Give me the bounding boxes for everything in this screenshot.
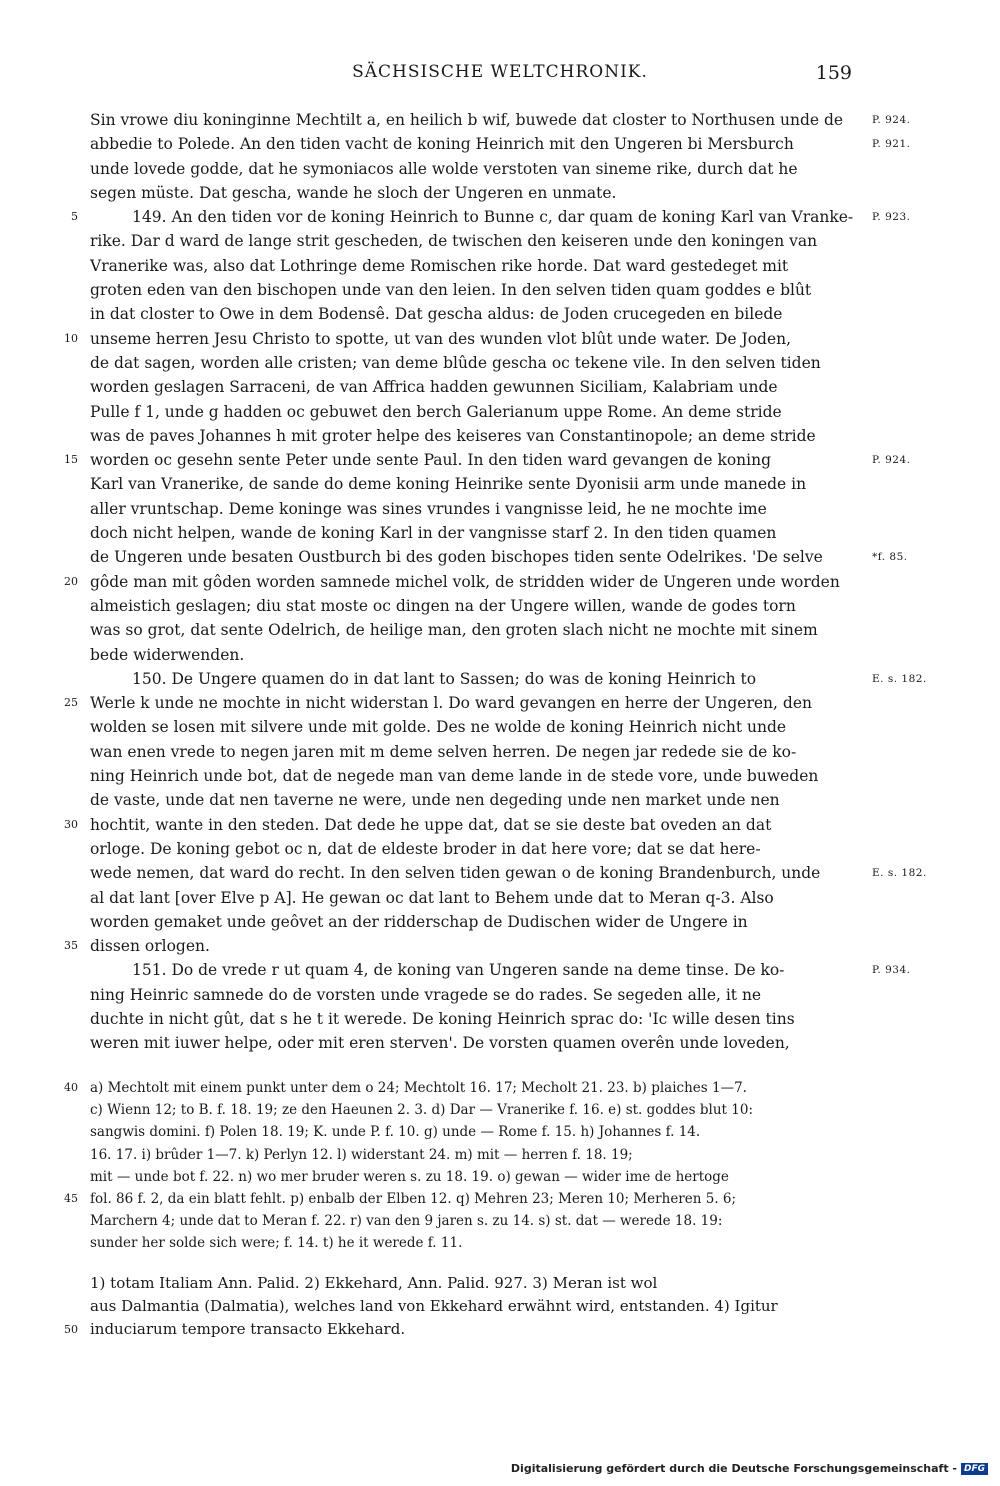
line-text: 149. An den tiden vor de koning Heinrich to Bunne c, dar quam de koning Karl van Vranke- [132,208,854,227]
line-text: duchte in nicht gût, dat s he t it werede. De koning Heinrich sprac do: 'Ic wille desen tins [90,1009,795,1028]
running-title: SÄCHSISCHE WELTCHRONIK. [352,62,648,82]
line-text: Karl van Vranerike, de sande do deme koning Heinrike sente Dyonisii arm unde manede in [90,475,807,494]
text-line [90,958,911,982]
text-line [90,740,860,764]
line-text: unseme herren Jesu Christo to spotte, ut van des wunden vlot blût unde water. De Joden, [90,329,792,348]
line-text: Marchern 4; unde dat to Meran f. 22. r) van den 9 jaren s. zu 14. s) st. dat — werede 18. 19: [90,1213,723,1230]
text-line [64,327,860,351]
line-text: groten eden van den bischopen unde van den leien. In den selven tiden quam goddes e blût [90,281,812,300]
line-text: hochtit, wante in den steden. Dat dede he uppe dat, dat se sie deste bat oveden an dat [90,815,772,834]
main-text [64,108,927,1056]
line-text: was de paves Johannes h mit groter helpe des keiseres van Constantinopole; an deme stride [90,426,816,445]
line-number: 10 [64,331,78,345]
line-text: Werle k unde ne mochte in nicht widerstan l. Do ward gevangen en herre der Ungeren, den [90,694,812,713]
text-line [90,108,911,132]
text-line [64,813,860,837]
text-line [90,400,860,424]
line-text: worden gemaket unde geôvet an der ridderschap de Dudischen wider de Ungere in [90,912,748,931]
line-text: a) Mechtolt mit einem punkt unter dem o 24; Mechtolt 16. 17; Mecholt 21. 23. b) plaiches 1—7. [90,1080,747,1096]
text-line [64,934,860,958]
line-text: in dat closter to Owe in dem Bodensê. Dat gescha aldus: de Joden crucegeden en bilede [90,305,783,324]
text-line [90,715,860,739]
line-number: 20 [64,574,78,588]
line-text: doch nicht helpen, wande de koning Karl in der vangnisse starf 2. In den tiden quamen [90,524,777,543]
line-text: aller vruntschap. Deme koninge was sines vrundes i vangnisse leid, he ne mochte ime [90,499,767,518]
text-line [64,691,860,715]
text-line [90,837,860,861]
text-line [90,1272,860,1295]
margin-reference: E. s. 182. [872,672,927,685]
text-line [90,1144,860,1166]
text-line [64,448,911,472]
line-text: ning Heinrich unde bot, dat de negede man van deme lande in de stede vore, unde buweden [90,767,819,786]
margin-reference: P. 934. [872,964,911,977]
line-text: worden oc gesehn sente Peter unde sente Paul. In den tiden ward gevangen de koning [90,451,772,470]
text-line [90,424,860,448]
line-number: 30 [64,817,78,831]
text-line [64,1188,860,1210]
text-line [90,521,860,545]
text-line [90,618,860,642]
line-text: worden geslagen Sarraceni, de van Affrica hadden gewunnen Siciliam, Kalabriam unde [90,378,778,397]
text-line [90,886,860,910]
line-number: 50 [64,1323,78,1336]
line-text: was so grot, dat sente Odelrich, de heilige man, den groten slach nicht ne mochte mit sinem [90,621,818,640]
line-text: Sin vrowe diu koninginne Mechtilt a, en heilich b wif, buwede dat closter to Northusen unde de [90,111,844,129]
line-text: wede nemen, dat ward do recht. In den selven tiden gewan o de koning Brandenburch, unde [90,864,821,883]
line-text: sangwis domini. f) Polen 18. 19; K. unde P. f. 10. g) unde — Rome f. 15. h) Johannes f. 14. [90,1124,701,1141]
text-line [90,1166,860,1188]
line-text: mit — unde bot f. 22. n) wo mer bruder weren s. zu 18. 19. o) gewan — wider ime de hertoge [90,1168,729,1185]
margin-reference: P. 923. [872,211,911,224]
text-line [90,278,860,302]
line-number: 25 [64,696,78,710]
line-text: fol. 86 f. 2, da ein blatt fehlt. p) enbalb der Elben 12. q) Mehren 23; Meren 10; Merheren 5. 6; [90,1190,737,1207]
text-line [90,1099,860,1121]
line-text: Vranerike was, also dat Lothringe deme Romischen rike horde. Dat ward gestedeget mit [90,256,789,275]
line-text: ning Heinric samnede do de vorsten unde vragede se do rades. Se segeden alle, it ne [90,985,762,1004]
line-text: gôde man mit gôden worden samnede michel volk, de stridden wider de Ungeren unde worden [90,572,840,591]
line-text: c) Wienn 12; to B. f. 18. 19; ze den Haeunen 2. 3. d) Dar — Vranerike f. 16. e) st. goddes blut 10: [90,1102,753,1119]
line-number: 40 [64,1081,78,1094]
text-line [90,910,860,934]
text-line [90,1295,860,1318]
text-line [71,205,911,229]
footnotes [64,1272,860,1341]
text-line [64,570,860,594]
line-text: aus Dalmantia (Dalmatia), welches land von Ekkehard erwähnt wird, entstanden. 4) Igitur [90,1297,778,1315]
line-text: rike. Dar d ward de lange strit gescheden, de twischen den keiseren unde den koningen van [90,232,818,251]
text-line [90,1121,860,1143]
text-line [90,1210,860,1232]
line-text: de vaste, unde dat nen taverne ne were, unde nen degeding unde nen market unde nen [90,791,780,810]
text-line [90,764,860,788]
text-line [90,594,860,618]
text-line [64,1318,860,1341]
line-text: 150. De Ungere quamen do in dat lant to Sassen; do was de koning Heinrich to [132,669,757,688]
line-text: sunder her solde sich were; f. 14. t) he it werede f. 11. [90,1235,463,1252]
line-text: induciarum tempore transacto Ekkehard. [90,1320,406,1338]
line-text: abbedie to Polede. An den tiden vacht de koning Heinrich mit den Ungeren bi Mersburch [90,135,794,154]
line-text: orloge. De koning gebot oc n, dat de eldeste broder in dat here vore; dat se dat here- [90,839,761,858]
text-line [64,1077,860,1099]
line-text: segen müste. Dat gescha, wande he sloch der Ungeren en unmate. [90,183,617,202]
text-line [90,181,860,205]
text-line [90,1031,860,1055]
text-line [90,229,860,253]
margin-reference: P. 924. [872,114,911,126]
line-text: Pulle f 1, unde g hadden oc gebuwet den berch Galerianum uppe Rome. An deme stride [90,402,782,421]
text-line [90,643,860,667]
footer-credit [511,1462,988,1475]
line-text: 1) totam Italiam Ann. Palid. 2) Ekkehard, Ann. Palid. 927. 3) Meran ist wol [90,1274,658,1292]
text-line [90,1232,860,1254]
text-line [90,788,860,812]
margin-reference: E. s. 182. [872,867,927,880]
text-line [90,861,927,885]
margin-reference: P. 921. [872,138,911,151]
line-number: 35 [64,939,78,953]
text-line [90,132,911,156]
line-text: al dat lant [over Elve p A]. He gewan oc dat lant to Behem unde dat to Meran q-3. Also [90,888,774,907]
text-line [90,157,860,181]
line-text: wolden se losen mit silvere unde mit golde. Des ne wolde de koning Heinrich nicht unde [90,718,787,737]
line-text: weren mit iuwer helpe, oder mit eren sterven'. De vorsten quamen overên unde loveden, [90,1034,790,1053]
text-line [90,983,860,1007]
line-text: de Ungeren unde besaten Oustburch bi des goden bischopes tiden sente Odelrikes. 'De selve [90,548,823,567]
line-number: 45 [64,1191,78,1205]
line-text: de dat sagen, worden alle cristen; van deme blûde gescha oc tekene vile. In den selven tiden [90,353,821,372]
margin-reference: P. 924. [872,454,911,467]
funding-note: Digitalisierung gefördert durch die Deutsche Forschungsgemeinschaft - [510,1462,957,1475]
text-line [90,1007,860,1031]
line-text: almeistich geslagen; diu stat moste oc dingen na der Ungere willen, wande de godes torn [90,596,796,615]
text-line [90,254,860,278]
dfg-logo: DFG [961,1463,988,1475]
line-number: 15 [64,453,78,467]
variant-apparatus [64,1077,860,1255]
line-text: 151. Do de vrede r ut quam 4, de koning van Ungeren sande na deme tinse. De ko- [132,961,785,980]
text-line [90,375,860,399]
line-text: unde lovede godde, dat he symoniacos alle wolde verstoten van sineme rike, durch dat he [90,159,798,178]
margin-reference: *f. 85. [872,551,908,564]
text-line [90,545,908,569]
line-text: bede widerwenden. [90,645,245,664]
line-number: 5 [71,210,78,224]
text-line [90,667,927,691]
text-line [90,472,860,496]
text-line [90,302,860,326]
line-text: wan enen vrede to negen jaren mit m deme selven herren. De negen jar redede sie de ko- [90,742,797,761]
line-text: 16. 17. i) brûder 1—7. k) Perlyn 12. l) widerstant 24. m) mit — herren f. 18. 19; [90,1146,633,1163]
page-header [0,62,1000,86]
line-text: dissen orlogen. [90,937,210,956]
page-number: 159 [815,62,852,84]
text-line [90,497,860,521]
text-line [90,351,860,375]
